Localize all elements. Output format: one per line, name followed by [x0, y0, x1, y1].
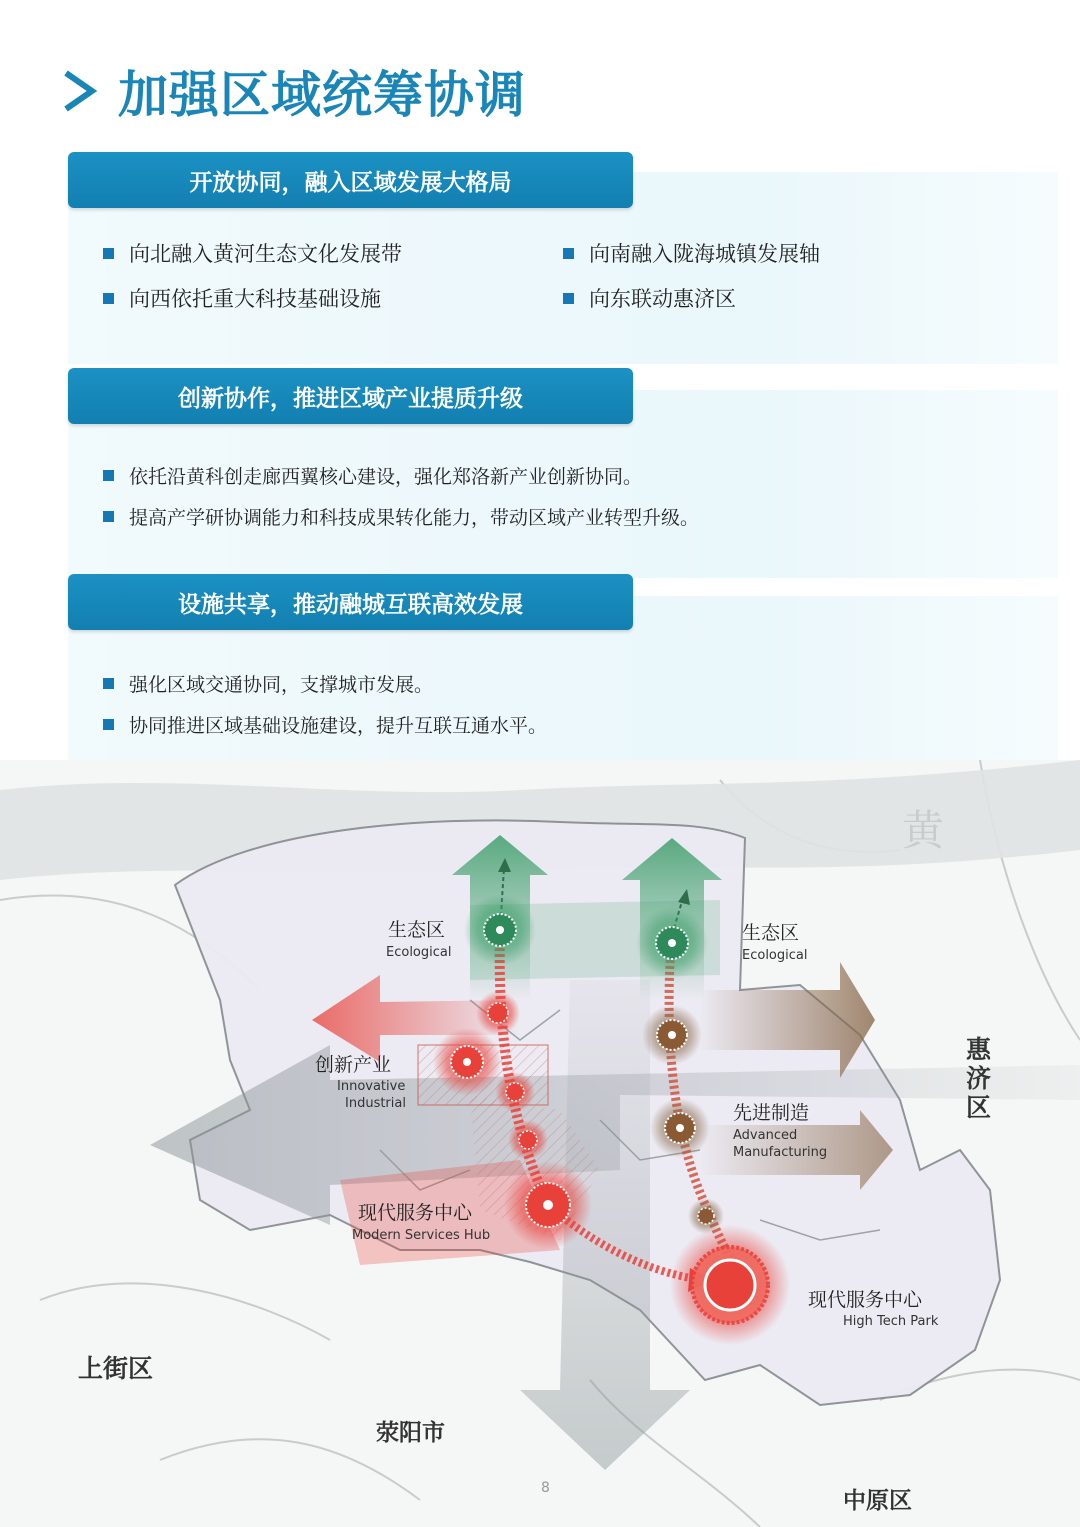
list-item: 协同推进区域基础设施建设，提升互联互通水平。 — [103, 711, 547, 738]
node-red-small — [495, 1072, 535, 1112]
label-huang: 黄 — [902, 806, 945, 855]
node-eco-left — [464, 894, 536, 966]
bullet-square-icon — [563, 293, 574, 304]
list-item: 依托沿黄科创走廊西翼核心建设，强化郑洛新产业创新协同。 — [103, 462, 642, 489]
page-title: 加强区域统筹协调 — [118, 66, 526, 124]
label-zhongyuan: 中原区 — [843, 1488, 912, 1514]
label-eco-left-cn: 生态区 — [388, 919, 446, 941]
node-red-small — [476, 991, 520, 1035]
label-xingyang: 荥阳市 — [376, 1420, 445, 1446]
bullet-square-icon — [103, 678, 114, 689]
bullet-square-icon — [103, 719, 114, 730]
node-eco-right — [636, 907, 708, 979]
label-adv-en1: Advanced — [733, 1128, 798, 1143]
bullet-square-icon — [103, 511, 114, 522]
list-item: 向西依托重大科技基础设施 — [103, 283, 381, 313]
list-item: 强化区域交通协同，支撑城市发展。 — [103, 670, 433, 697]
label-hub-en: Modern Services Hub — [352, 1228, 491, 1243]
node-advanced-manufacturing — [650, 1098, 710, 1158]
label-eco-right-en: Ecological — [742, 948, 808, 963]
node-red-small — [508, 1120, 548, 1160]
label-htp-cn: 现代服务中心 — [808, 1289, 923, 1311]
label-hub-cn: 现代服务中心 — [358, 1202, 473, 1224]
regional-map — [0, 760, 1080, 1527]
label-innov-cn: 创新产业 — [315, 1054, 392, 1076]
title-bar — [62, 56, 526, 126]
bullet-square-icon — [103, 293, 114, 304]
list-item: 向北融入黄河生态文化发展带 — [103, 238, 402, 268]
bullet-square-icon — [103, 470, 114, 481]
section-3-heading: 设施共享，推动融城互联高效发展 — [68, 574, 633, 630]
bullet-square-icon — [103, 248, 114, 259]
bullet-square-icon — [563, 248, 574, 259]
label-huiji-3: 区 — [966, 1093, 992, 1122]
node-modern-services-hub — [504, 1161, 592, 1249]
label-shangjie: 上街区 — [78, 1354, 154, 1383]
node-brown — [642, 1005, 702, 1065]
list-item: 向东联动惠济区 — [563, 283, 736, 313]
label-huiji-2: 济 — [966, 1064, 992, 1093]
page-number: 8 — [541, 1480, 550, 1496]
node-innovative — [433, 1028, 501, 1096]
label-adv-en2: Manufacturing — [733, 1145, 828, 1160]
label-eco-right-cn: 生态区 — [742, 922, 800, 944]
section-2-heading: 创新协作，推进区域产业提质升级 — [68, 368, 633, 424]
node-high-tech-park — [670, 1225, 790, 1345]
label-innov-en1: Innovative — [337, 1079, 406, 1094]
chevron-right-icon — [62, 69, 98, 113]
label-htp-en: High Tech Park — [843, 1314, 939, 1329]
label-huiji-1: 惠 — [966, 1035, 992, 1064]
list-item: 提高产学研协调能力和科技成果转化能力，带动区域产业转型升级。 — [103, 503, 699, 530]
section-1-heading: 开放协同，融入区域发展大格局 — [68, 152, 633, 208]
label-eco-left-en: Ecological — [386, 945, 452, 960]
list-item: 向南融入陇海城镇发展轴 — [563, 238, 820, 268]
label-innov-en2: Industrial — [345, 1096, 406, 1111]
label-adv-cn: 先进制造 — [733, 1102, 810, 1124]
